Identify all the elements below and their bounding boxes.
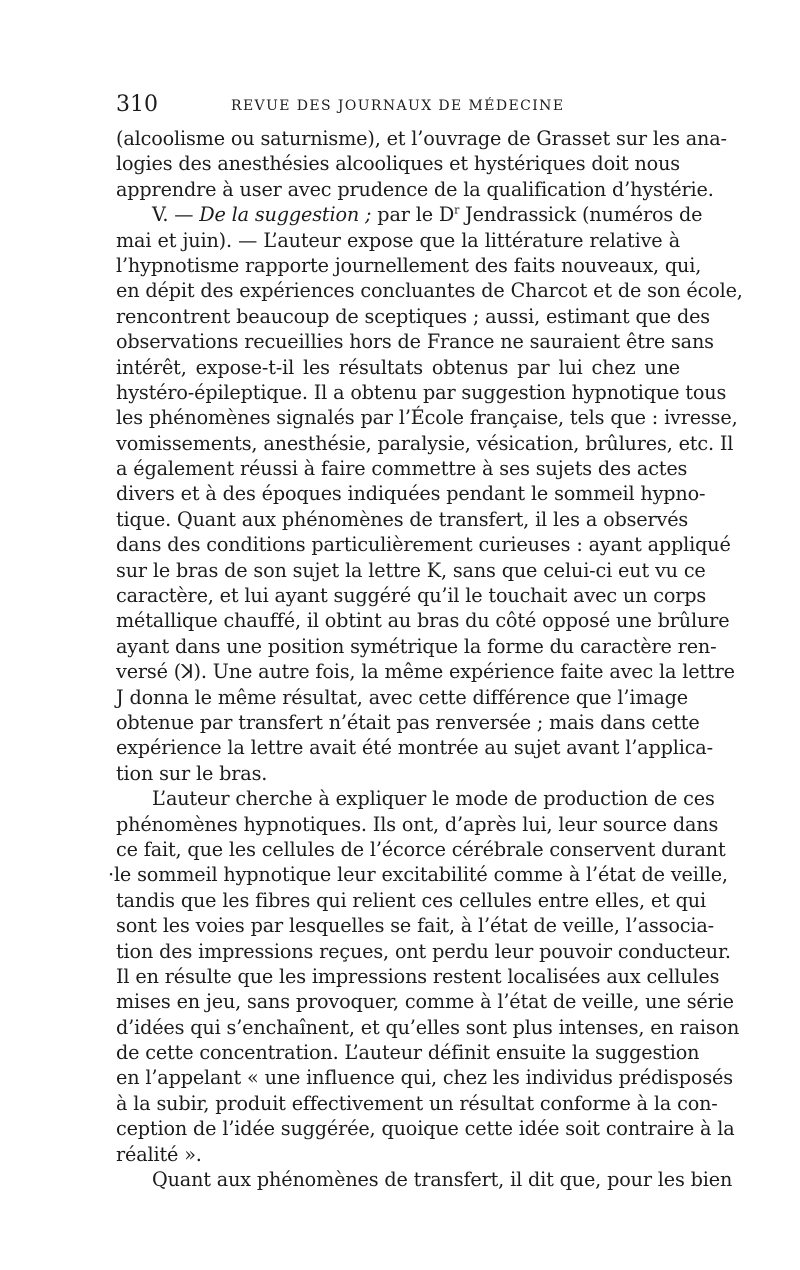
text-line: d’idées qui s’enchaînent, et qu’elles sont plus intenses, en raison <box>116 1015 740 1039</box>
text-line: obtenue par transfert n’était pas renversée ; mais dans cette <box>116 710 700 734</box>
text-line: mises en jeu, sans provoquer, comme à l’état de veille, une série <box>116 990 734 1014</box>
text-line: versé (ꓘ). Une autre fois, la même expérience faite avec la lettre <box>116 660 735 684</box>
text-line: logies des anesthésies alcooliques et hystériques doit nous <box>116 152 680 176</box>
text-line: J donna le même résultat, avec cette différence que l’image <box>116 685 689 709</box>
text-line: intérêt, expose-t-il les résultats obtenus par lui chez une <box>116 355 680 379</box>
text-line: expérience la lettre avait été montrée au sujet avant l’applica- <box>116 736 713 760</box>
text-line: à la subir, produit effectivement un résultat conforme à la con- <box>116 1091 718 1115</box>
text-line: L’auteur cherche à expliquer le mode de production de ces <box>152 787 715 811</box>
text-line: de cette concentration. L’auteur définit ensuite la suggestion <box>116 1041 700 1065</box>
page-header <box>116 92 680 122</box>
text-line: Quant aux phénomènes de transfert, il dit que, pour les bien <box>152 1168 733 1192</box>
text-line: hystéro-épileptique. Il a obtenu par suggestion hypnotique tous <box>116 380 727 404</box>
section-label: V. — <box>152 203 200 227</box>
text-line: (alcoolisme ou saturnisme), et l’ouvrage de Grasset sur les ana- <box>116 127 727 150</box>
text-line: ce fait, que les cellules de l’écorce cérébrale conservent durant <box>116 837 726 861</box>
text-line: en l’appelant « une influence qui, chez les individus prédisposés <box>116 1066 733 1090</box>
text-line: sont les voies par lesquelles se fait, à l’état de veille, l’associa- <box>116 914 714 938</box>
text-line: caractère, et lui ayant suggéré qu’il le touchait avec un corps <box>116 584 707 608</box>
text-line: tion sur le bras. <box>116 761 268 785</box>
section-heading-line <box>116 202 703 227</box>
text-line: en dépit des expériences concluantes de Charcot et de son école, <box>116 279 743 303</box>
page-number: 310 <box>116 92 158 117</box>
text-fragment: par le D <box>371 203 455 227</box>
text-line: mai et juin). — L’auteur expose que la littérature relative à <box>116 228 680 252</box>
text-line: apprendre à user avec prudence de la qualification d’hystérie. <box>116 177 714 201</box>
text-line: tandis que les fibres qui relient ces cellules entre elles, et qui <box>116 888 706 912</box>
text-line: dans des conditions particulièrement curieuses : ayant appliqué <box>116 533 731 557</box>
section-title: De la suggestion ; <box>199 203 372 227</box>
text-line: phénomènes hypnotiques. Ils ont, d’après lui, leur source dans <box>116 812 719 836</box>
text-fragment: Jendrassick (numéros de <box>459 203 703 227</box>
text-line: ception de l’idée suggérée, quoique cette idée soit contraire à la <box>116 1117 735 1141</box>
text-line: observations recueillies hors de France ne sauraient être sans <box>116 330 714 354</box>
doctor-superscript: r <box>454 203 460 217</box>
text-line: tion des impressions reçues, ont perdu leur pouvoir conducteur. <box>116 939 731 963</box>
text-line: rencontrent beaucoup de sceptiques ; aussi, estimant que des <box>116 304 710 328</box>
text-line: tique. Quant aux phénomènes de transfert, il les a observés <box>116 507 689 531</box>
running-title: REVUE DES JOURNAUX DE MÉDECINE <box>231 98 565 114</box>
text-line: vomissements, anesthésie, paralysie, vésication, brûlures, etc. Il <box>116 431 734 455</box>
text-line: réalité ». <box>116 1142 202 1166</box>
text-line: a également réussi à faire commettre à ses sujets des actes <box>116 457 688 481</box>
text-line: sur le bras de son sujet la lettre K, sans que celui-ci eut vu ce <box>116 558 706 582</box>
text-line: les phénomènes signalés par l’École française, tels que : ivresse, <box>116 406 738 430</box>
text-line: Il en résulte que les impressions restent localisées aux cellules <box>116 964 720 988</box>
text-line: ·le sommeil hypnotique leur excitabilité comme à l’état de veille, <box>108 863 728 887</box>
text-line: ayant dans une position symétrique la forme du caractère ren- <box>116 634 717 658</box>
text-line: métallique chauffé, il obtint au bras du côté opposé une brûlure <box>116 609 730 633</box>
text-line: divers et à des époques indiquées pendant le sommeil hypno- <box>116 482 706 506</box>
body-text <box>108 126 743 1192</box>
text-line: l’hypnotisme rapporte journellement des faits nouveaux, qui, <box>116 253 702 277</box>
